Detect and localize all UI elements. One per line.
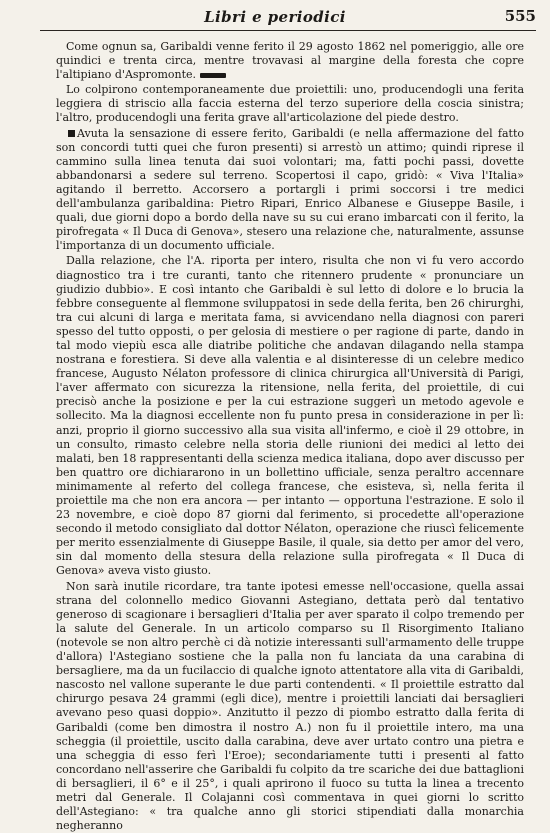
paragraph-1 <box>56 40 524 82</box>
paragraph-2: Lo colpirono contemporaneamente due proiettili: uno, producendogli una ferita leggiera di striscio alla faccia esterna del terzo superiore della coscia sinistra; l'altro, producendogli una ferita grave all'articolazione del piede destro. <box>56 83 524 125</box>
paragraph-1-text: Come ognun sa, Garibaldi venne ferito il 29 agosto 1862 nel pomeriggio, alle ore quindici e trenta circa, mentre trovavasi al margine della foresta che copre l'altipiano d'Aspromonte. <box>56 40 524 82</box>
paragraph-3 <box>56 127 524 254</box>
ink-dot <box>68 130 75 137</box>
running-title: Libri e periodici <box>204 8 346 26</box>
page-header <box>0 4 550 30</box>
ink-mark <box>200 73 226 78</box>
paragraph-4: Dalla relazione, che l'A. riporta per intero, risulta che non vi fu vero accordo diagnostico tra i tre curanti, tanto che ritennero prudente « pronunciare un giudizio dubbio». E così intanto che Garibaldi è sul letto di dolore e lo brucia la febbre conseguente al flemmone sviluppatosi in sede della ferita, ben 26 chirurghi, tra cui alcuni di larga e meritata fama, si avvicendano nella diagnosi con pareri spesso del tutto opposti, o per gelosia di mestiere o per ragione di parte, dando in tal modo viepiù esca alle diatribe politiche che andavan dilagando nella stampa nostrana e forestiera. Si deve alla valentia e al disinteresse di un celebre medico francese, Augusto Nélaton professore di clinica chirurgica all'Università di Parigi, l'aver affermato con sicurezza la ritensione, nella ferita, del proiettile, di cui precisò anche la posizione e per la cui estrazione suggerì un metodo agevole e sollecito. Ma la diagnosi eccellente non fu punto presa in considerazione in per lì: anzi, proprio il giorno successivo alla sua visita all'infermo, e cioè il 29 ottobre, in un consulto, rimasto celebre nella storia delle riunioni dei medici al letto dei malati, ben 18 rappresentanti della scienza medica italiana, dopo aver discusso per ben quattro ore dichiararono in un bollettino ufficiale, senza peraltro accennare minimamente al referto del collega francese, che esisteva, sì, nella ferita il proiettile ma che non era ancora — per intanto — opportuna l'estrazione. E solo il 23 novembre, e cioè dopo 87 giorni dal ferimento, si procedette all'operazione secondo il metodo consigliato dal dottor Nélaton, operazione che riuscì felicemente per merito essenzialmente di Giuseppe Basile, il quale, sia detto per amor del vero, sin dal momento della stesura della relazione sulla pirofregata « Il Duca di Genova» aveva visto giusto. <box>56 254 524 578</box>
header-rule <box>40 30 536 31</box>
paragraph-5: Non sarà inutile ricordare, tra tante ipotesi emesse nell'occasione, quella assai strana del colonnello medico Giovanni Astegiano, dettata però dal tentativo generoso di scagionare i bersaglieri d'Italia per aver sparato il colpo tremendo per la salute del Generale. In un articolo comparso su Il Risorgimento Italiano (notevole se non altro perchè ci dà notizie interessanti sull'armamento delle truppe d'allora) l'Astegiano sostiene che la palla non fu lanciata da una carabina di bersagliere, ma da un fucilaccio di qualche ignoto attentatore alla vita di Garibaldi, nascosto nel vallone superante le due parti contendenti. « Il proiettile estratto dal chirurgo pesava 24 grammi (egli dice), mentre i proiettili lanciati dai bersaglieri avevano peso quasi doppio». Anzitutto il pezzo di piombo estratto dalla ferita di Garibaldi (come ben dimostra il nostro A.) non fu il proiettile intero, ma una scheggia (il proiettile, uscito dalla carabina, deve aver urtato contro una pietra e una scheggia di esso ferì l'Eroe); secondariamente tutti i presenti al fatto concordano nell'asserire che Garibaldi fu colpito da tre scariche dei due battaglioni di bersaglieri, il 6° e il 25°, i quali aprirono il fuoco su tutta la linea a trecento metri dal Generale. Il Colajanni così commentava in quei giorni lo scritto dell'Astegiano: « tra qualche anno gli storici stipendiati dalla monarchia negheranno <box>56 579 524 833</box>
paragraph-3-text: Avuta la sensazione di essere ferito, Garibaldi (e nella affermazione del fatto son concordi tutti quei che furon presenti) si arrestò un attimo; quindi riprese il cammino sulla linea tenuta dai suoi volontari; ma, fatti pochi passi, dovette abbandonarsi a sedere sul terreno. Scopertosi il capo, gridò: « Viva l'Italia» agitando il berretto. Accorsero a portargli i primi soccorsi i tre medici dell'ambulanza garibaldina: Pietro Ripari, Enrico Albanese e Giuseppe Basile, i quali, due giorni dopo a bordo della nave su su cui erano imbarcati con il ferito, la pirofregata « Il Duca di Genova», stesero una relazione che, naturalmente, assunse l'importanza di un documento ufficiale. <box>56 126 524 253</box>
body-text <box>56 40 524 833</box>
page-number: 555 <box>504 7 536 25</box>
